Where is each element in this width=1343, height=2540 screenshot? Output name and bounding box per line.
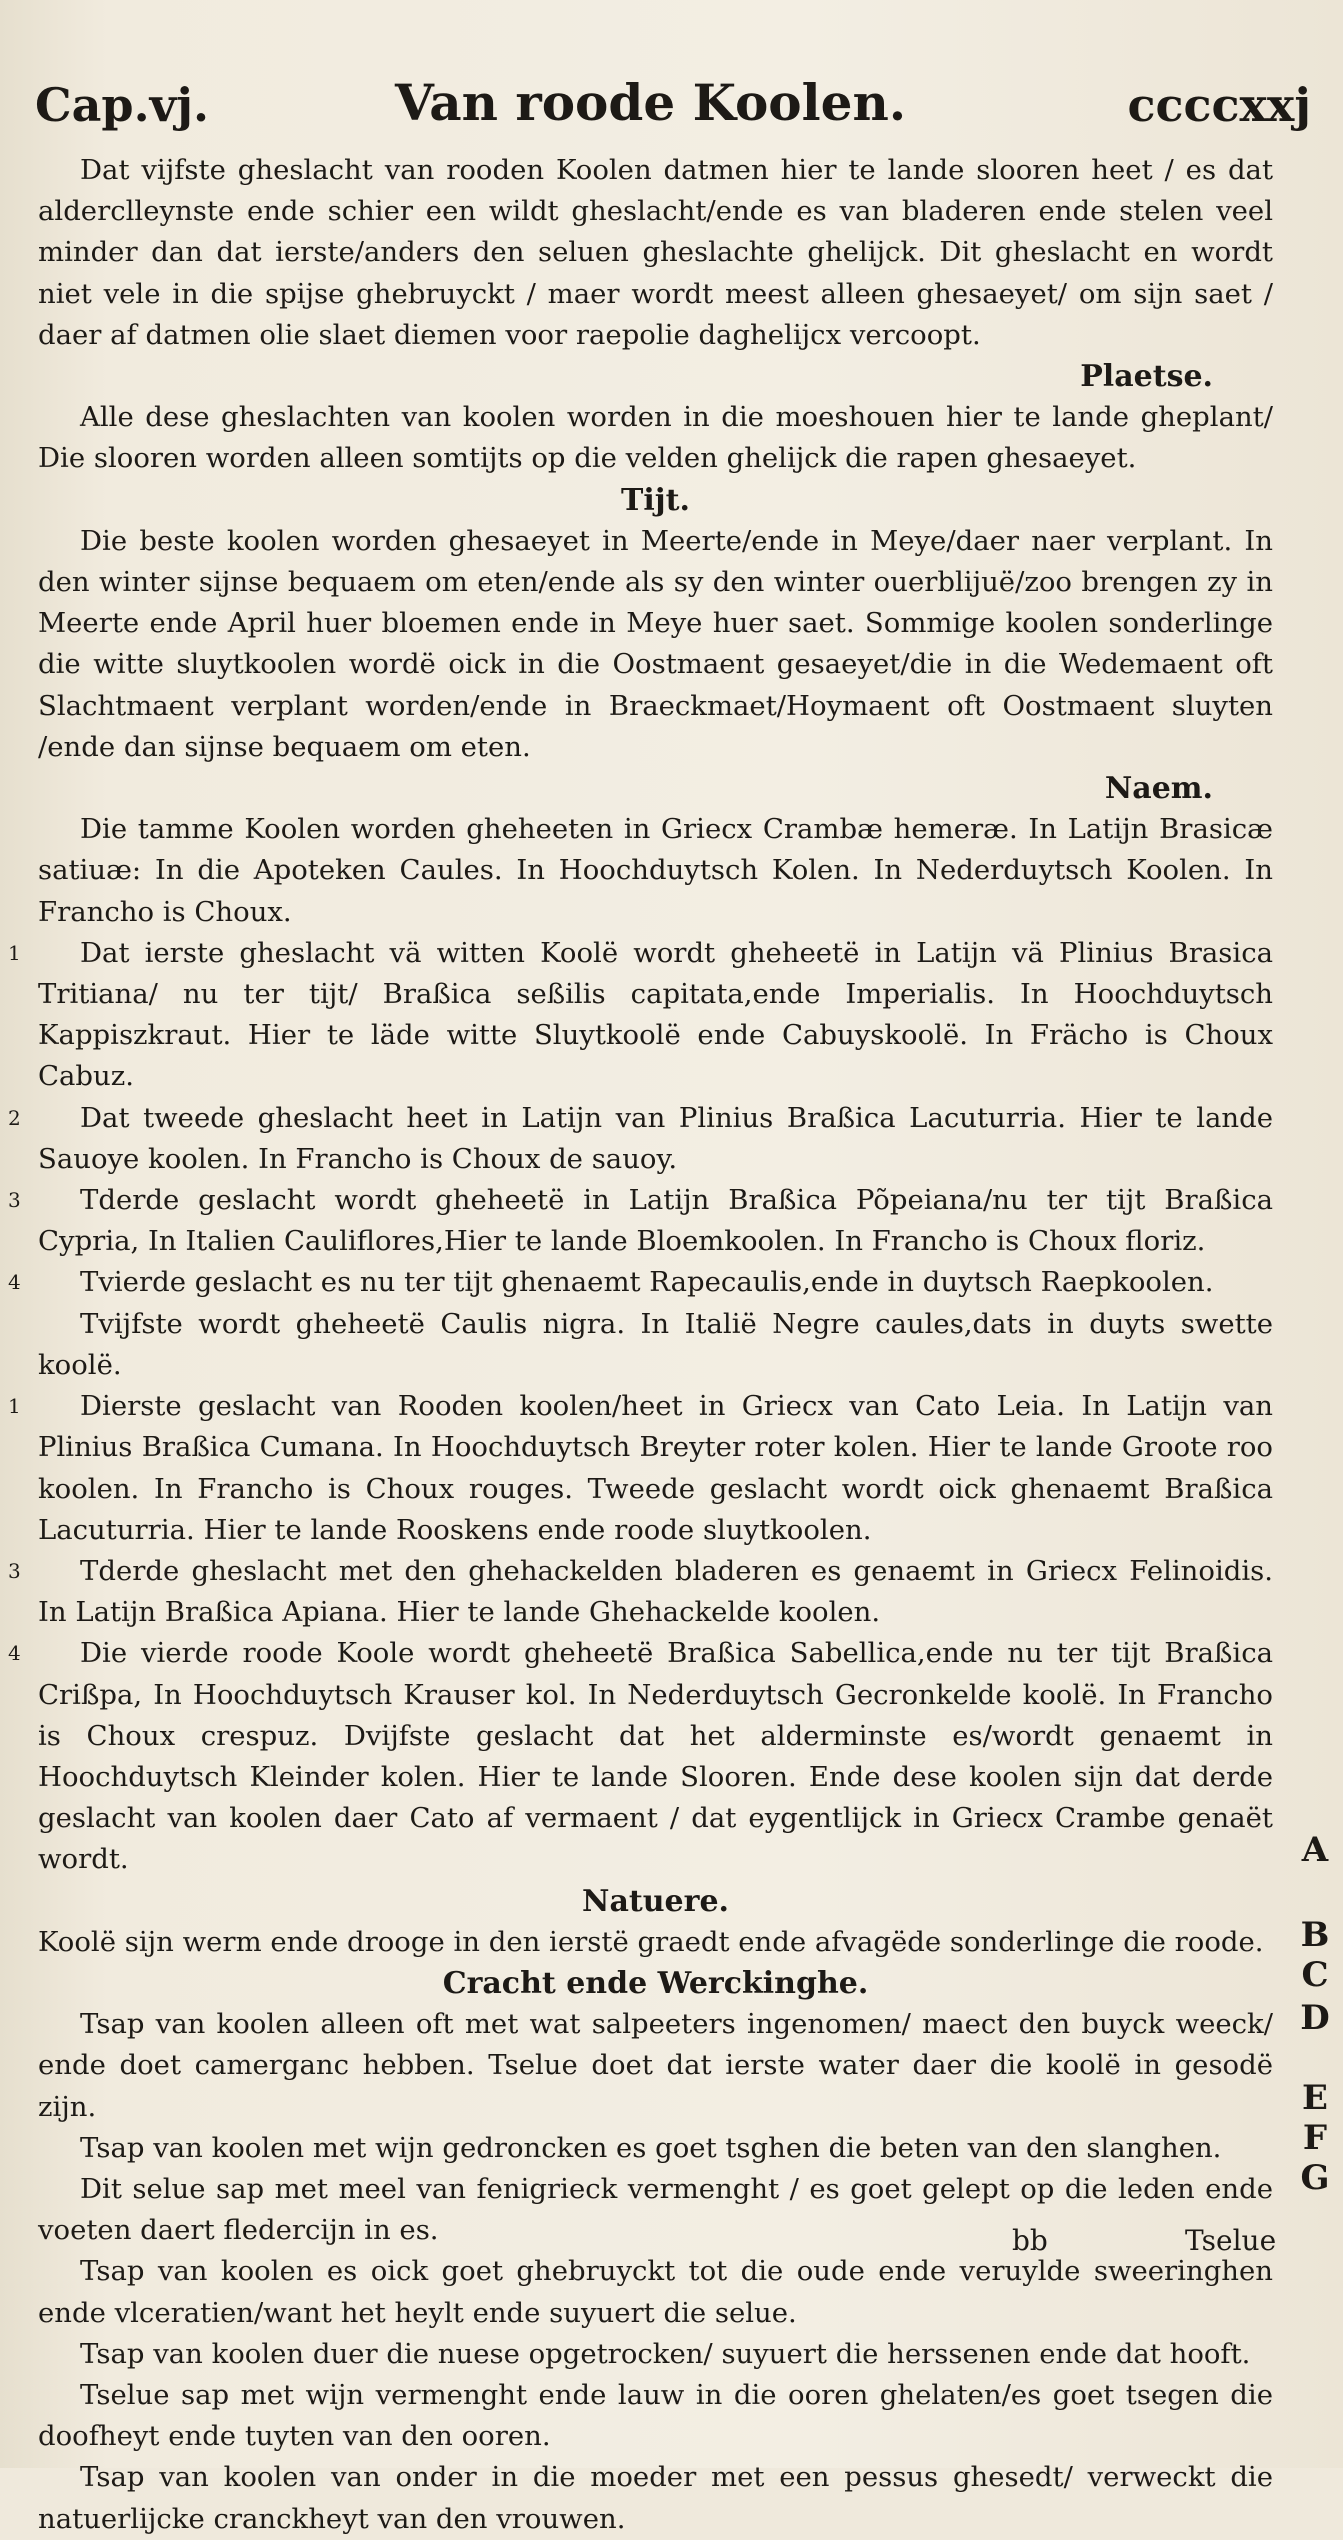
list-item: 4 Tvierde geslacht es nu ter tijt ghenaemt Rapecaulis,ende in duytsch Raepkoolen. — [38, 1262, 1273, 1303]
margin-number: 2 — [8, 1105, 21, 1130]
margin-number: 4 — [8, 1641, 21, 1666]
catchword: Tselue — [1185, 2224, 1277, 2257]
list-item: 2 Dat tweede gheslacht heet in Latijn van Plinius Braßica Lacuturria. Hier te lande Sauoye koolen. In Francho is Choux de sauoy. — [38, 1098, 1273, 1180]
side-letter: G — [1300, 2158, 1330, 2198]
side-letter: A — [1301, 1830, 1329, 1870]
running-head — [35, 68, 1311, 138]
section-heading-cracht: Cracht ende Werckinghe. — [442, 1965, 869, 2001]
list-item: 1 Dierste geslacht van Rooden koolen/heet in Griecx van Cato Leia. In Latijn van Plinius Braßica Cumana. In Hoochduytsch Breyter roter kolen. Hier te lande Groote roo koolen. In Francho is Choux rouges. Tweede geslacht wordt oick ghenaemt Braßica Lacuturria. Hier te lande Rooskens ende roode sluytkoolen. — [38, 1386, 1273, 1551]
margin-number: 1 — [8, 940, 21, 965]
paragraph: Koolë sijn werm ende drooge in den ierstë graedt ende afvagëde sonderlinge die roode. — [38, 1925, 1264, 1958]
list-item: 4 Die vierde roode Koole wordt gheheetë Braßica Sabellica,ende nu ter tijt Braßica Crißpa, In Hoochduytsch Krauser kol. In Nederduytsch Gecronkelde koolë. In Francho is Choux crespuz. Dvijfste geslacht dat het alderminste es/wordt genaemt in Hoochduytsch Kleinder kolen. Hier te lande Slooren. Ende dese koolen sijn dat derde geslacht van koolen daer Cato af vermaent / dat eygentlijck in Griecx Crambe genaët wordt. — [38, 1633, 1273, 1880]
chapter-number: Cap.vj. — [35, 78, 209, 132]
side-letter: E — [1302, 2078, 1328, 2118]
paragraph: Die beste koolen worden ghesaeyet in Meerte/ende in Meye/daer naer verplant. In den winter sijnse bequaem om eten/ende als sy den winter ouerblijuë/zoo brengen zy in Meerte ende April huer bloemen ende in Meye huer saet. Sommige koolen sonderlinge die witte sluytkoolen wordë oick in die Oostmaent gesaeyet/die in die Wedemaent oft Slachtmaent verplant worden/ende in Braeckmaet/Hoymaent oft Oostmaent sluyten /ende dan sijnse bequaem om eten. — [38, 524, 1273, 763]
list-item: Tvijfste wordt gheheetë Caulis nigra. In Italië Negre caules,dats in duyts swette koolë. — [38, 1307, 1273, 1381]
paragraph: Tsap van koolen van onder in die moeder met een pessus ghesedt/ verweckt die natuerlijcke cranckheyt van den vrouwen. — [38, 2461, 1273, 2535]
section-heading-natuere: Natuere. — [582, 1883, 729, 1919]
side-letter: F — [1302, 2118, 1328, 2158]
list-item: 3 Tderde geslacht wordt gheheetë in Latijn Braßica Põpeiana/nu ter tijt Braßica Cypria, In Italien Cauliflores,Hier te lande Bloemkoolen. In Francho is Choux floriz. — [38, 1180, 1273, 1262]
margin-number: 3 — [8, 1558, 21, 1583]
side-letter: C — [1301, 1955, 1329, 1995]
margin-number: 4 — [8, 1270, 21, 1295]
paragraph: Dat vijfste gheslacht van rooden Koolen datmen hier te lande slooren heet / es dat alderclleynste ende schier een wildt gheslacht/ende es van bladeren ende stelen veel minder dan dat ierste/anders den seluen gheslachte ghelijck. Dit gheslacht en wordt niet vele in die spijse ghebruyckt / maer wordt meest alleen ghesaeyet/ om sijn saet / daer af datmen olie slaet diemen voor raepolie daghelijcx vercoopt. — [38, 154, 1273, 351]
paragraph: Tsap van koolen es oick goet ghebruyckt tot die oude ende veruylde sweeringhen ende vlceratien/want het heylt ende suyuert die selue. — [38, 2255, 1273, 2329]
margin-number: 1 — [8, 1394, 21, 1419]
paragraph: Tsap van koolen met wijn gedroncken es goet tsghen die beten van den slanghen. — [80, 2131, 1222, 2164]
chapter-title: Van roode Koolen. — [395, 73, 907, 132]
side-letter: D — [1300, 1998, 1330, 2038]
main-text — [8, 150, 1273, 2540]
paragraph: Tsap van koolen duer die nuese opgetrocken/ suyuert die herssenen ende dat hooft. — [80, 2337, 1251, 2370]
folio-number: ccccxxj — [1127, 78, 1311, 132]
section-heading-tijt: Tijt. — [621, 482, 690, 518]
paragraph: Tselue sap met wijn vermenght ende lauw in die ooren ghelaten/es goet tsegen die doofheyt ende tuyten van den ooren. — [38, 2378, 1273, 2453]
signature-mark: bb — [1012, 2224, 1048, 2257]
paragraph: Die tamme Koolen worden gheheeten in Griecx Crambæ hemeræ. In Latijn Brasicæ satiuæ: In die Apoteken Caules. In Hoochduytsch Kolen. In Nederduytsch Koolen. In Francho is Choux. — [38, 813, 1273, 928]
list-item: 3 Tderde gheslacht met den ghehackelden bladeren es genaemt in Griecx Felinoidis. In Latijn Braßica Apiana. Hier te lande Ghehackelde koolen. — [38, 1551, 1273, 1633]
paragraph: Alle dese gheslachten van koolen worden in die moeshouen hier te lande gheplant/ Die slooren worden alleen somtijts op die velden ghelijck die rapen ghesaeyet. — [38, 401, 1273, 475]
list-item: 1 Dat ierste gheslacht vä witten Koolë wordt gheheetë in Latijn vä Plinius Brasica Tritiana/ nu ter tijt/ Braßica seßilis capitata,ende Imperialis. In Hoochduytsch Kappiszkraut. Hier te läde witte Sluytkoolë ende Cabuyskoolë. In Frächo is Choux Cabuz. — [38, 933, 1273, 1098]
paragraph: Tsap van koolen alleen oft met wat salpeeters ingenomen/ maect den buyck weeck/ ende doet camerganc hebben. Tselue doet dat ierste water daer die koolë in gesodë zijn. — [38, 2008, 1273, 2123]
margin-number: 3 — [8, 1188, 21, 1213]
section-heading-naem: Naem. — [1104, 771, 1213, 807]
section-heading-plaetse: Plaetse. — [1080, 359, 1213, 395]
paragraph: Dit selue sap met meel van fenigrieck vermenght / es goet gelept op die leden ende voeten daert fledercijn in es. — [38, 2172, 1273, 2247]
side-letter: B — [1300, 1915, 1330, 1955]
